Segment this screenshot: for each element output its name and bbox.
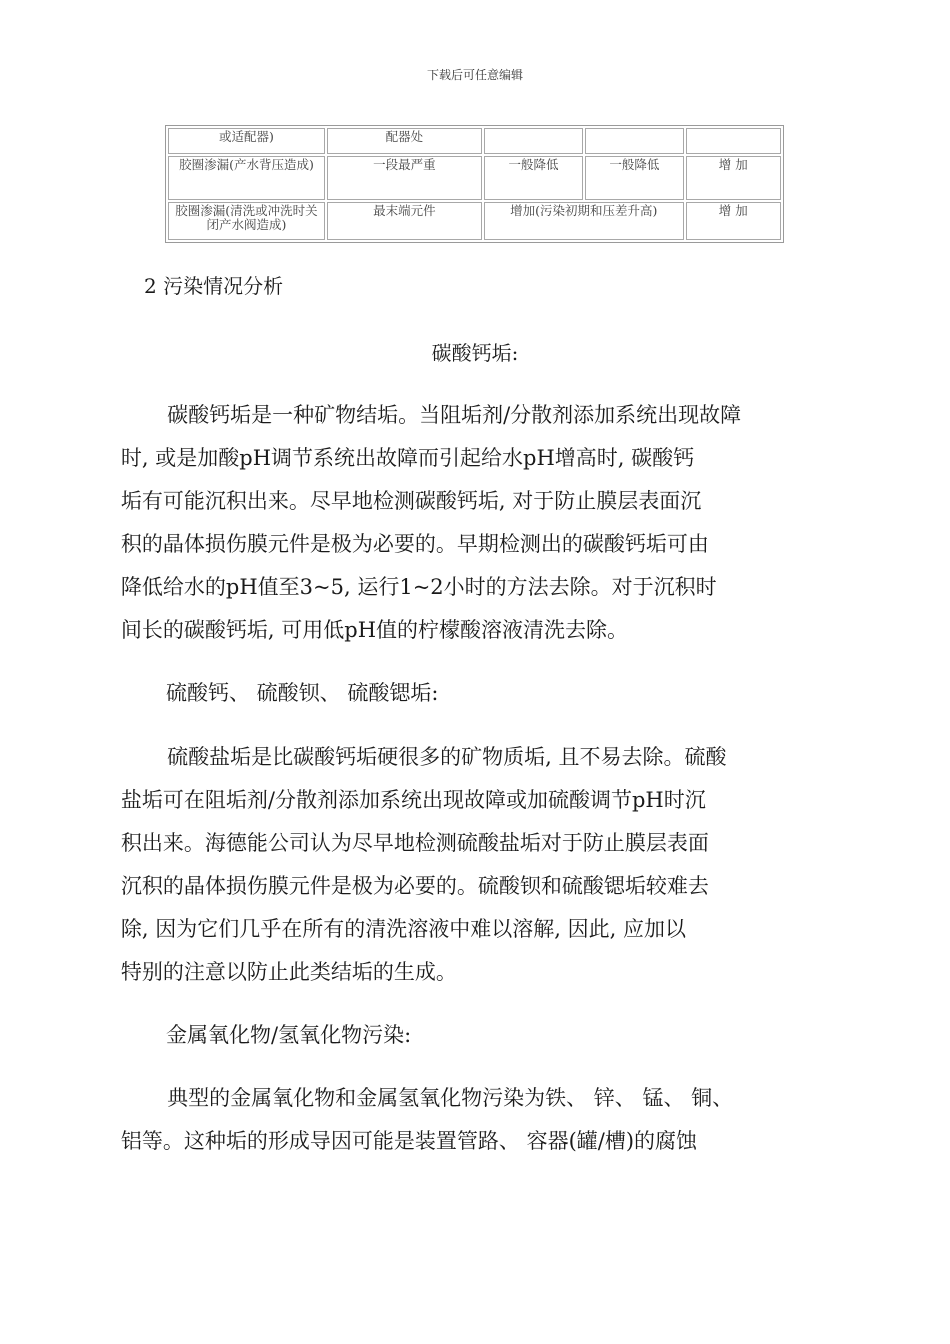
- table-cell: [585, 128, 683, 154]
- text-line: 积的晶体损伤膜元件是极为必要的。早期检测出的碳酸钙垢可由: [120, 532, 709, 556]
- table-cell: [686, 128, 781, 154]
- text-line: 时, 或是加酸pH调节系统出故障而引起给水pH增高时, 碳酸钙: [120, 446, 695, 470]
- text-line: 碳酸钙垢是一种矿物结垢。当阻垢剂/分散剂添加系统出现故障: [167, 403, 742, 427]
- table-cell: 一般降低: [585, 156, 683, 200]
- text-line: 典型的金属氧化物和金属氢氧化物污染为铁、 锌、 锰、 铜、: [167, 1086, 734, 1110]
- table-cell: 增 加: [686, 156, 781, 200]
- fouling-symptom-table: [165, 125, 784, 243]
- text-line: 盐垢可在阻垢剂/分散剂添加系统出现故障或加硫酸调节pH时沉: [120, 788, 706, 812]
- text-line: 垢有可能沉积出来。尽早地检测碳酸钙垢, 对于防止膜层表面沉: [120, 489, 702, 513]
- text-line: 积出来。海德能公司认为尽早地检测硫酸盐垢对于防止膜层表面: [120, 831, 709, 855]
- text-line: 除, 因为它们几乎在所有的清洗溶液中难以溶解, 因此, 应加以: [120, 917, 686, 941]
- text-line: 降低给水的pH值至3~5, 运行1~2小时的方法去除。对于沉积时: [120, 575, 717, 599]
- table-cell: 配器处: [327, 128, 482, 154]
- table-row: [168, 128, 781, 154]
- paragraph-sulfate: [120, 736, 804, 994]
- table-cell: 一段最严重: [327, 156, 482, 200]
- text-line: 特别的注意以防止此类结垢的生成。: [120, 960, 457, 984]
- heading-sulfate: 硫酸钙、 硫酸钡、 硫酸锶垢:: [166, 681, 439, 705]
- text-line: 沉积的晶体损伤膜元件是极为必要的。硫酸钡和硫酸锶垢较难去: [120, 874, 709, 898]
- section-title: 2 污染情况分析: [144, 274, 284, 298]
- paragraph-metal-oxide: [120, 1077, 804, 1163]
- heading-metal-oxide: 金属氧化物/氢氧化物污染:: [166, 1023, 412, 1047]
- table-cell: 增 加: [686, 202, 781, 240]
- table-cell: 一般降低: [484, 156, 583, 200]
- table-cell: 最末端元件: [327, 202, 482, 240]
- table-cell: 胶圈渗漏(产水背压造成): [168, 156, 325, 200]
- text-line: 铝等。这种垢的形成导因可能是装置管路、 容器(罐/槽)的腐蚀: [120, 1129, 698, 1153]
- table-cell: 增加(污染初期和压差升高): [484, 202, 684, 240]
- table-cell: [484, 128, 583, 154]
- page-header: 下载后可任意编辑: [426, 68, 523, 82]
- heading-calcium-carbonate: 碳酸钙垢:: [431, 341, 519, 365]
- table-cell: 胶圈渗漏(清洗或冲洗时关闭产水阀造成): [168, 202, 325, 240]
- table-row: [168, 202, 781, 240]
- paragraph-calcium-carbonate: [120, 394, 804, 652]
- table-row: [168, 156, 781, 200]
- text-line: 硫酸盐垢是比碳酸钙垢硬很多的矿物质垢, 且不易去除。硫酸: [167, 745, 727, 769]
- text-line: 间长的碳酸钙垢, 可用低pH值的柠檬酸溶液清洗去除。: [120, 618, 629, 642]
- table-cell: 或适配器): [168, 128, 325, 154]
